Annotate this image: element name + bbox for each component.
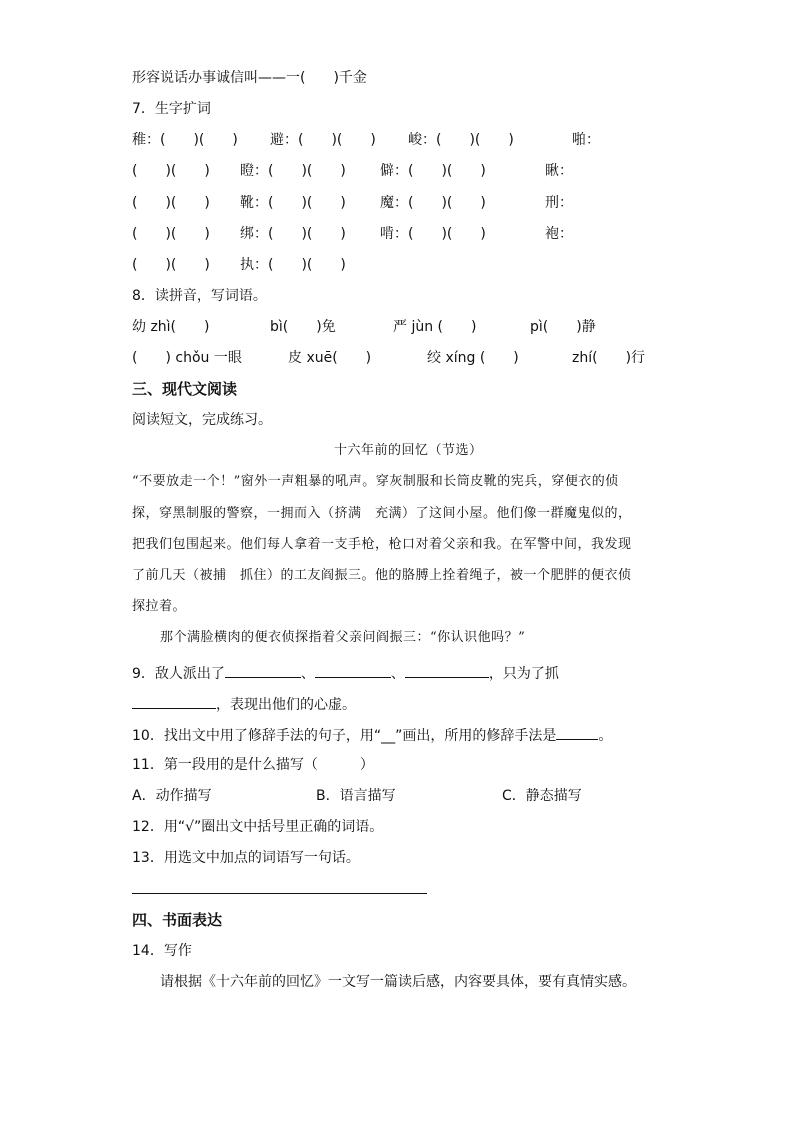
section-heading: 三、现代文阅读 bbox=[132, 380, 238, 398]
q7-cell: 袍： bbox=[545, 226, 573, 242]
answer-blank[interactable] bbox=[225, 662, 301, 678]
answer-blank[interactable] bbox=[132, 693, 216, 709]
question-9-cont: ，表现出他们的心虚。 bbox=[132, 693, 356, 715]
passage-line: 把我们包围起来。他们每人拿着一支手枪，枪口对着父亲和我。在军警中间，我发现 bbox=[132, 537, 632, 552]
q8-item: 皮 xuē( ) bbox=[288, 350, 372, 366]
q7-cell: 魔：( )( ) bbox=[380, 195, 486, 211]
answer-blank[interactable] bbox=[315, 662, 391, 678]
question-9: 9．敌人派出了 、 、 ，只为了抓 bbox=[132, 662, 559, 684]
question-12: 12．用“√”圈出文中括号里正确的词语。 bbox=[132, 819, 384, 835]
q8-item: 绞 xíng ( ) bbox=[427, 350, 519, 366]
q7-cell: 靴：( )( ) bbox=[240, 195, 346, 211]
q7-cell: ( )( ) bbox=[132, 257, 210, 273]
question-13: 13．用选文中加点的词语写一句话。 bbox=[132, 850, 360, 866]
section-heading: 四、书面表达 bbox=[132, 911, 223, 929]
passage-paragraph: 那个满脸横肉的便衣侦探指着父亲问阎振三：“你认识他吗？” bbox=[160, 630, 526, 645]
q7-cell: 避：( )( ) bbox=[270, 132, 376, 148]
passage-line: 探，穿黑制服的警察，一拥而入（挤满 充满）了这间小屋。他们像一群魔鬼似的， bbox=[132, 506, 632, 521]
q7-cell: 稚：( )( ) bbox=[132, 132, 238, 148]
q7-cell: 刑： bbox=[545, 195, 573, 211]
answer-line[interactable] bbox=[132, 893, 427, 894]
reading-intro: 阅读短文，完成练习。 bbox=[132, 412, 272, 428]
option-c[interactable]: C．静态描写 bbox=[502, 788, 582, 804]
q7-cell: 峻：( )( ) bbox=[408, 132, 514, 148]
q6-tail: 形容说话办事诚信叫——一( )千金 bbox=[132, 70, 367, 86]
question-14: 14．写作 bbox=[132, 943, 192, 959]
option-b[interactable]: B．语言描写 bbox=[316, 788, 396, 804]
writing-prompt: 请根据《十六年前的回忆》一文写一篇读后感，内容要具体，要有真情实感。 bbox=[160, 974, 636, 990]
passage-line: 了前几天（被捕 抓住）的工友阎振三。他的胳膊上拴着绳子，被一个肥胖的便衣侦 bbox=[132, 568, 632, 583]
q7-cell: 啪： bbox=[572, 132, 600, 148]
passage-title: 十六年前的回忆（节选） bbox=[334, 443, 483, 458]
q7-cell: ( )( ) bbox=[132, 163, 210, 179]
q7-cell: 僻：( )( ) bbox=[380, 163, 486, 179]
question-10: 10．找出文中用了修辞手法的句子，用“__”画出，所用的修辞手法是 。 bbox=[132, 724, 612, 746]
q7-cell: 绑：( )( ) bbox=[240, 226, 346, 242]
answer-blank[interactable] bbox=[556, 724, 598, 740]
q7-cell: 执：( )( ) bbox=[240, 257, 346, 273]
q7-cell: ( )( ) bbox=[132, 226, 210, 242]
q8-item: 幼 zhì( ) bbox=[132, 319, 210, 335]
q8-item: 严 jùn ( ) bbox=[393, 319, 477, 335]
question-11: 11．第一段用的是什么描写（ ） bbox=[132, 757, 374, 773]
passage-line: “不要放走一个！”窗外一声粗暴的吼声。穿灰制服和长筒皮靴的宪兵，穿便衣的侦 bbox=[132, 474, 619, 489]
q7-cell: 啃：( )( ) bbox=[380, 226, 486, 242]
answer-blank[interactable] bbox=[405, 662, 489, 678]
option-a[interactable]: A．动作描写 bbox=[132, 788, 212, 804]
q8-item: bì( )免 bbox=[270, 319, 336, 335]
q8-title: 8．读拼音，写词语。 bbox=[132, 288, 267, 304]
q8-item: pì( )静 bbox=[530, 319, 596, 335]
q8-item: zhí( )行 bbox=[572, 350, 646, 366]
q7-cell: 瞪：( )( ) bbox=[240, 163, 346, 179]
q7-title: 7．生字扩词 bbox=[132, 101, 211, 117]
passage-line: 探拉着。 bbox=[132, 599, 187, 614]
q7-cell: 瞅： bbox=[545, 163, 573, 179]
q8-item: ( ) chǒu 一眼 bbox=[132, 350, 242, 366]
q7-cell: ( )( ) bbox=[132, 195, 210, 211]
